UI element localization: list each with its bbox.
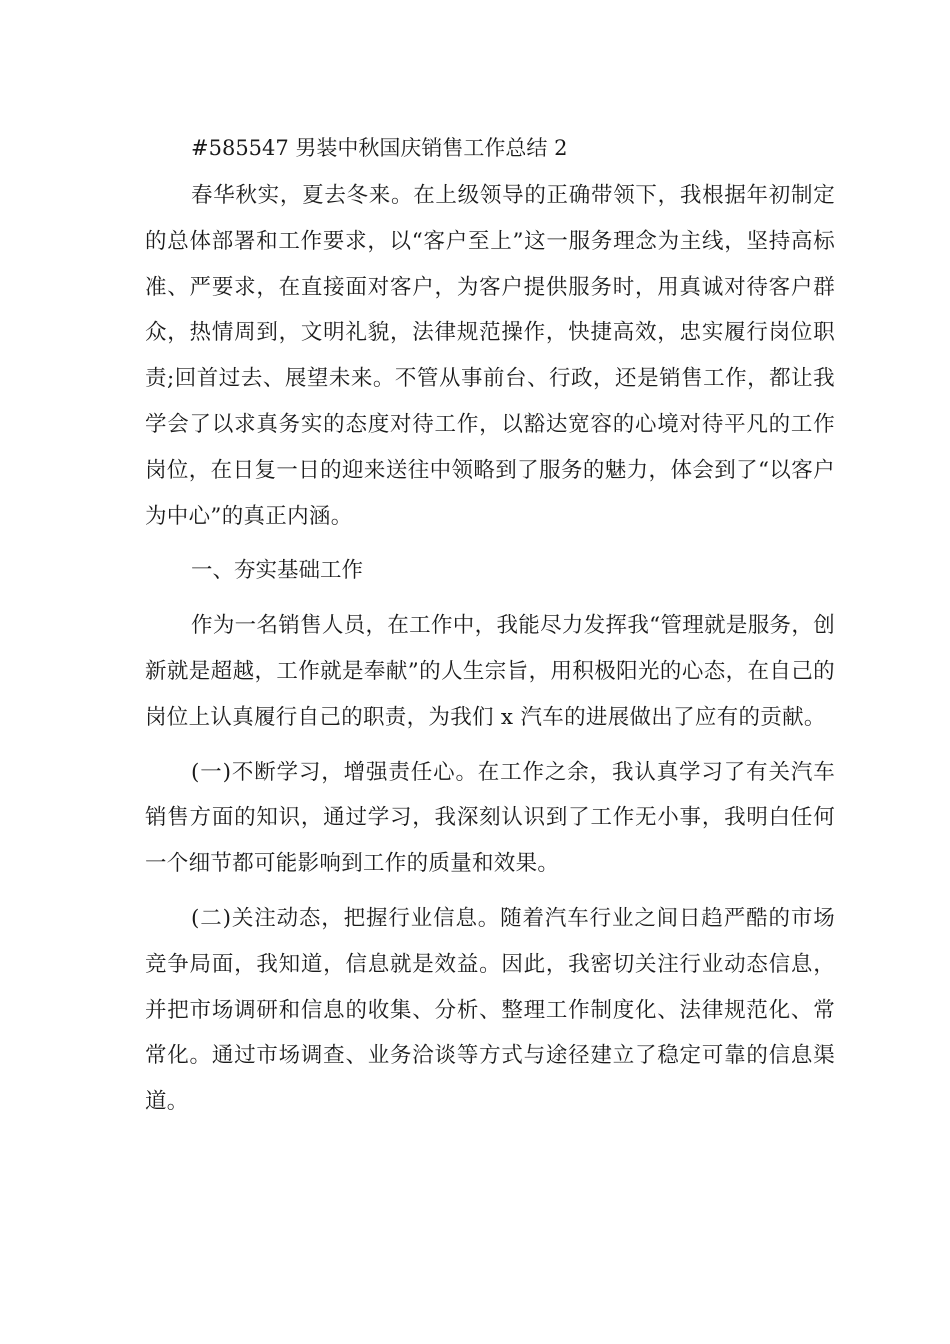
- paragraph-study: (一)不断学习，增强责任心。在工作之余，我认真学习了有关汽车销售方面的知识，通过学习，我深刻认识到了工作无小事，我明白任何一个细节都可能影响到工作的质量和效果。: [145, 759, 835, 877]
- paragraph-role: 作为一名销售人员，在工作中，我能尽力发挥我“管理就是服务，创新就是超越，工作就是奉献”的人生宗旨，用积极阳光的心态，在自己的岗位上认真履行自己的职责，为我们 x 汽车的进展做出了应有的贡献。: [145, 613, 835, 730]
- document-body: [145, 130, 835, 1134]
- section-heading-1: 一、夯实基础工作: [191, 558, 364, 584]
- document-title: #585547 男装中秋国庆销售工作总结 2: [191, 136, 568, 160]
- paragraph-intro: 春华秋实，夏去冬来。在上级领导的正确带领下，我根据年初制定的总体部署和工作要求，以“客户至上”这一服务理念为主线，坚持高标准、严要求，在直接面对客户，为客户提供服务时，用真诚对待客户群众，热情周到，文明礼貌，法律规范操作，快捷高效，忠实履行岗位职责;回首过去、展望未来。不管从事前台、行政，还是销售工作，都让我学会了以求真务实的态度对待工作，以豁达宽容的心境对待平凡的工作岗位，在日复一日的迎来送往中领略到了服务的魅力，体会到了“以客户为中心”的真正内涵。: [145, 183, 835, 529]
- paragraph-industry: (二)关注动态，把握行业信息。随着汽车行业之间日趋严酷的市场竞争局面，我知道，信息就是效益。因此，我密切关注行业动态信息，并把市场调研和信息的收集、分析、整理工作制度化、法律规范化、常常化。通过市场调查、业务洽谈等方式与途径建立了稳定可靠的信息渠道。: [145, 905, 835, 1115]
